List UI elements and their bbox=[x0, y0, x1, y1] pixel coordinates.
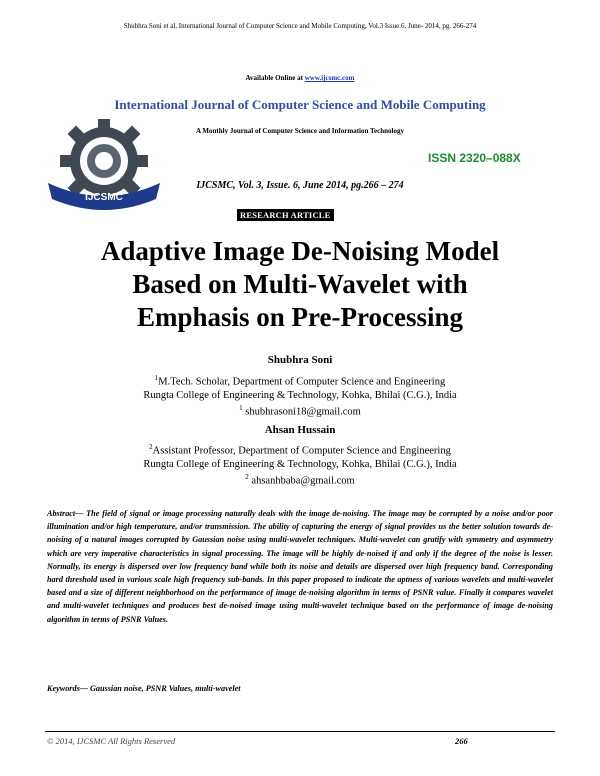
keywords: Keywords— Gaussian noise, PSNR Values, multi-wavelet bbox=[47, 684, 241, 693]
affiliation-institution: Rungta College of Engineering & Technology, Kohka, Bhilai (C.G.), India bbox=[143, 458, 457, 470]
affiliation-marker: 2 bbox=[245, 472, 249, 481]
title-line: Emphasis on Pre-Processing bbox=[136, 302, 464, 332]
paper-title bbox=[0, 235, 600, 334]
affiliation-position: $^2$Assistant Professor, Department of Computer Science and Engineering bbox=[149, 443, 451, 457]
page-number: 266 bbox=[455, 736, 468, 746]
author-name: Ahsan Hussain bbox=[264, 424, 336, 436]
footer-copyright: © 2014, IJCSMC All Rights Reserved bbox=[47, 736, 176, 746]
affiliation-marker: 1 bbox=[154, 374, 159, 382]
author-email: $^2$ ahsanhbaba@gmail.com bbox=[245, 472, 355, 486]
author-email: $^1$ shubhrasoni18@gmail.com bbox=[239, 403, 361, 417]
running-header: Shubhra Soni et al, International Journal of Computer Science and Mobile Computing, Vol.3 Issue.6, June- 2014, pg. 266-274 bbox=[123, 22, 477, 30]
citation-line: IJCSMC, Vol. 3, Issue. 6, June 2014, pg.266 – 274 bbox=[196, 180, 404, 191]
title-line: Adaptive Image De-Noising Model bbox=[100, 236, 500, 266]
affiliation-marker: 2 bbox=[149, 443, 153, 451]
availability-prefix: Available Online at bbox=[245, 74, 305, 82]
author-affiliation bbox=[0, 441, 600, 487]
footer-divider bbox=[45, 731, 555, 732]
issn-label: ISSN 2320–088X bbox=[428, 151, 521, 165]
abstract: Abstract— The field of signal or image processing naturally deals with the image de-noising. The image may be corrupted by a noise and/or poor illumination and/or high temperature, and/or transmission. The ability of capturing the energy of signal provides us the better solution towards de-noising of a natural images corrupted by Gaussian noise using multi-wavelet techniques. Multi-wavelet can gratify with symmetry and asymmetry which are very imperative characteristics in signal processing. The image will be highly de-noised if and only if the degree of the noise is lesser. Normally, its energy is dispersed over low frequency band while both its noise and details are dispersed over high frequency band. Corresponding hard threshold used in various scale high frequency sub-bands. In this paper proposed to indicate the aptness of various wavelets and multi-wavelet based and a size of different neighborhood on the performance of image de-noising algorithm in terms of PSNR value. Finally it compares wavelet and multi-wavelet techniques and produces best de-noised image using multi-wavelet technique based on the performance of image de-noising algorithm in terms of PSNR Values. bbox=[47, 509, 553, 624]
availability-line bbox=[0, 74, 600, 82]
author-name: Shubhra Soni bbox=[267, 354, 333, 366]
author-affiliation bbox=[0, 372, 600, 418]
article-type-badge: RESEARCH ARTICLE bbox=[237, 209, 334, 221]
affiliation-marker: 1 bbox=[239, 403, 243, 412]
affiliation-institution: Rungta College of Engineering & Technology, Kohka, Bhilai (C.G.), India bbox=[143, 389, 457, 401]
affiliation-position: $^1$M.Tech. Scholar, Department of Computer Science and Engineering bbox=[154, 374, 446, 388]
title-line: Based on Multi-Wavelet with bbox=[132, 269, 468, 299]
journal-title: International Journal of Computer Science and Mobile Computing bbox=[114, 97, 486, 112]
journal-subtitle: A Monthly Journal of Computer Science and Information Technology bbox=[196, 127, 404, 135]
logo-text: IJCSMC bbox=[85, 192, 123, 203]
journal-website-link[interactable]: www.ijcsmc.com bbox=[304, 74, 355, 82]
